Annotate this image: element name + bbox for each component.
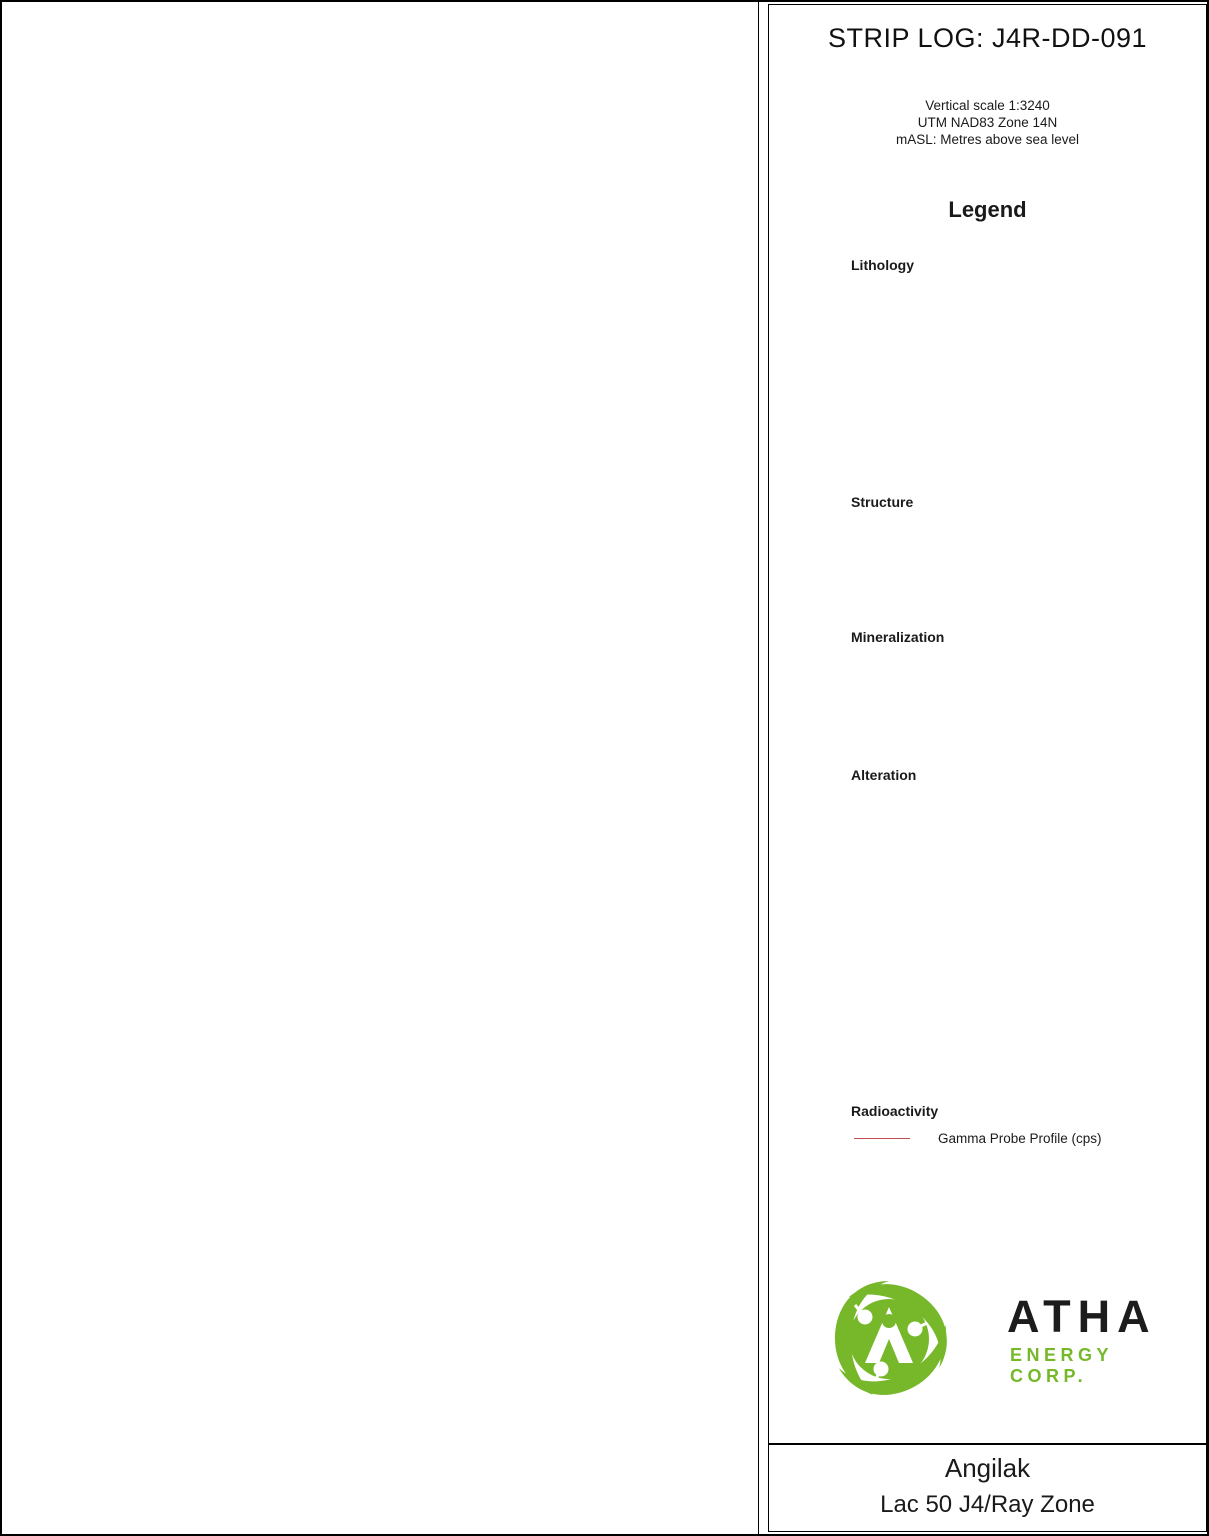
legend-section-lithology: Lithology [851,257,914,273]
atha-logo [829,1277,1157,1407]
panel-divider-line [758,0,759,1536]
atha-logo-mark [829,1277,949,1401]
gamma-line-swatch [854,1138,910,1139]
legend-item-gamma-profile [854,1131,1102,1146]
legend-box [768,4,1207,1444]
note-vertical-scale: Vertical scale 1:3240 [925,98,1050,113]
page-title: STRIP LOG: J4R-DD-091 [827,23,1148,53]
right-panel [758,0,1209,1536]
gamma-line-label: Gamma Probe Profile (cps) [938,1131,1102,1146]
legend-title: Legend [948,197,1027,222]
note-masl: mASL: Metres above sea level [895,132,1080,147]
legend-section-mineralization: Mineralization [851,629,945,645]
logo-subtitle: ENERGY CORP. [1010,1345,1113,1386]
legend-section-alteration: Alteration [851,767,917,783]
zone-name: Lac 50 J4/Ray Zone [880,1491,1095,1518]
note-utm-zone: UTM NAD83 Zone 14N [917,115,1058,130]
legend-section-radioactivity: Radioactivity [851,1103,939,1119]
logo-wordmark: ATHA [1007,1291,1157,1342]
legend-section-structure: Structure [851,494,914,510]
project-name: Angilak [944,1453,1031,1483]
title-block [768,1444,1207,1532]
